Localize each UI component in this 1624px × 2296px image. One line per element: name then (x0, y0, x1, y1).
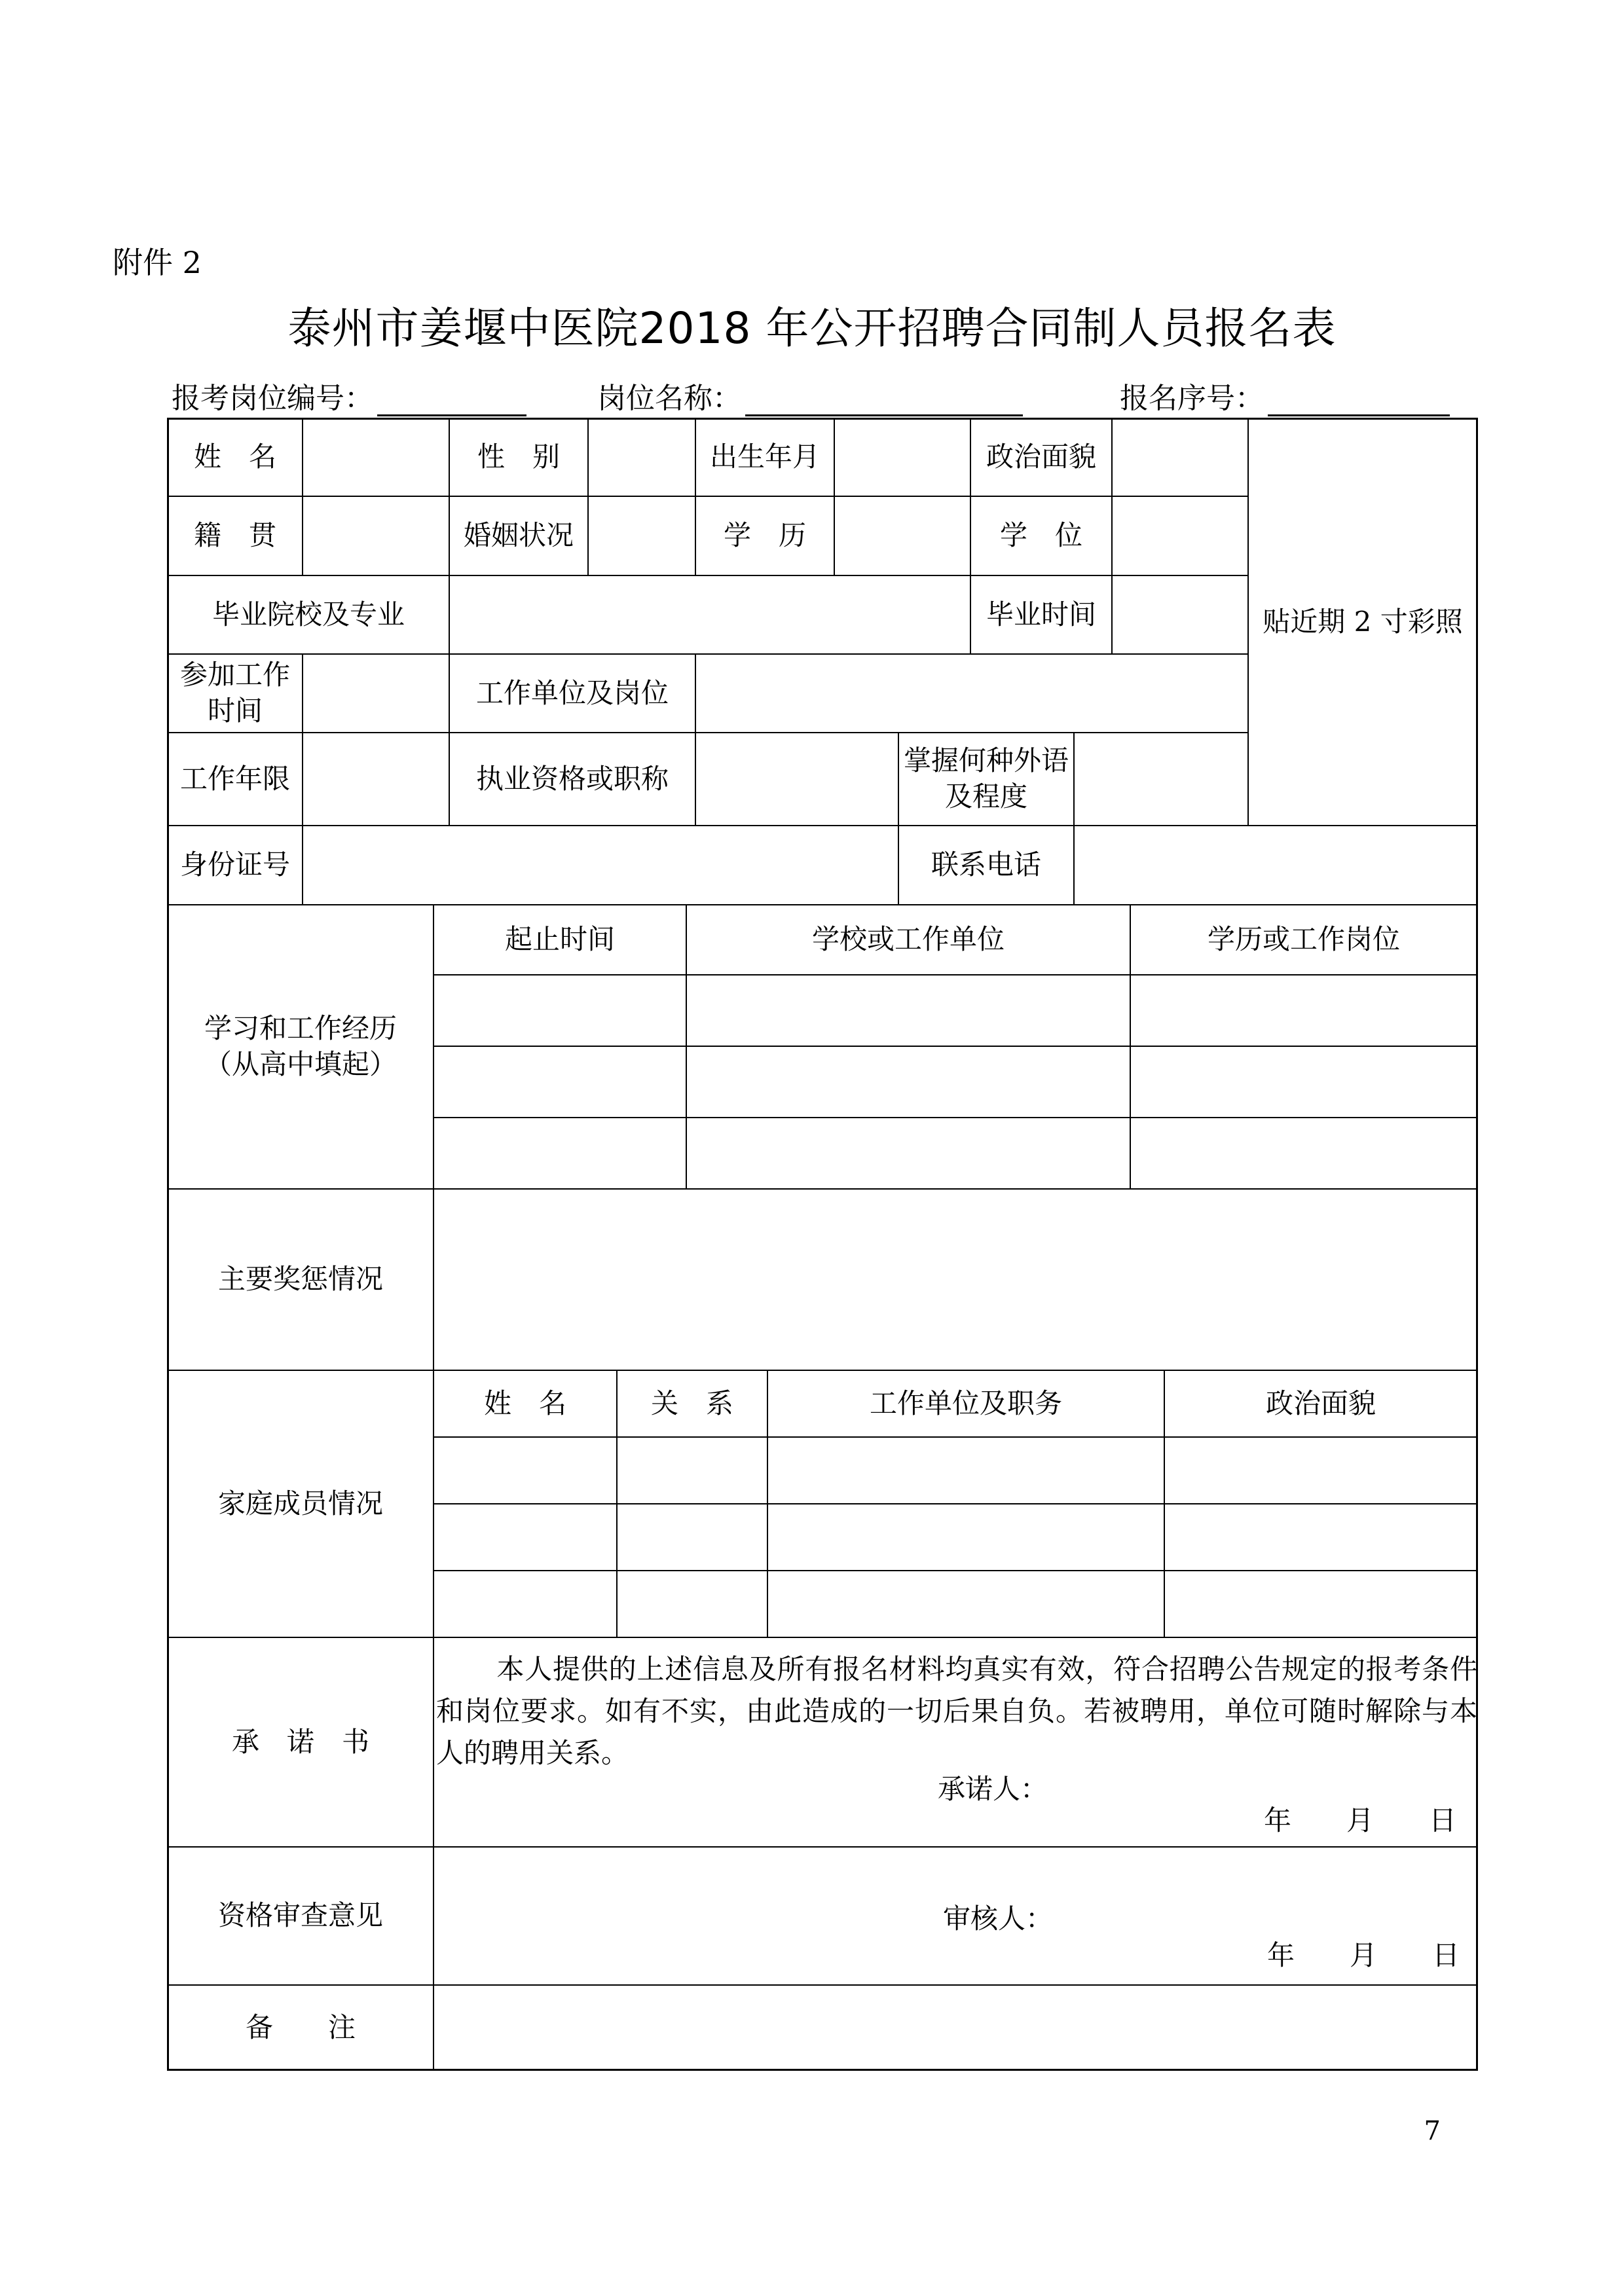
post-name-label: 岗位名称： (597, 382, 741, 415)
history-header-position: 学历或工作岗位 (1130, 904, 1478, 975)
post-code-label: 报考岗位编号： (172, 382, 373, 415)
post-code-field (172, 374, 526, 416)
qualification-label: 执业资格或职称 (449, 732, 696, 826)
history-label: 学习和工作经历 （从高中填起） (167, 904, 434, 1190)
gender-label: 性 别 (449, 418, 589, 497)
work-start-label: 参加工作 时间 (167, 653, 303, 733)
pledge-date: 年 月 日 (1264, 1804, 1457, 1836)
family-row-2-relation[interactable] (616, 1503, 768, 1571)
pledge-statement (436, 1649, 1477, 1774)
pledge-text: 本人提供的上述信息及所有报名材料均真实有效，符合招聘公告规定的报考条件和岗位要求。如有不实，由此造成的一切后果自负。若被聘用，单位可随时解除与本人的聘用关系。 (436, 1653, 1477, 1769)
remarks-input[interactable] (433, 1984, 1478, 2071)
family-row-2-name[interactable] (433, 1503, 618, 1571)
family-row-2-unit[interactable] (767, 1503, 1165, 1571)
birth-label: 出生年月 (695, 418, 835, 497)
history-row-3-position[interactable] (1130, 1117, 1478, 1190)
family-row-3-unit[interactable] (767, 1570, 1165, 1638)
review-label: 资格审查意见 (167, 1846, 434, 1986)
review-date: 年 月 日 (1267, 1939, 1460, 1971)
post-code-blank[interactable] (377, 386, 526, 416)
family-row-1-name[interactable] (433, 1436, 618, 1504)
family-header-political: 政治面貌 (1164, 1370, 1478, 1438)
seq-blank[interactable] (1268, 386, 1450, 416)
language-input[interactable] (1073, 732, 1249, 826)
attachment-label: 附件 2 (113, 245, 202, 280)
education-input[interactable] (834, 496, 971, 576)
id-number-label: 身份证号 (167, 825, 303, 905)
work-years-input[interactable] (302, 732, 450, 826)
name-label: 姓 名 (167, 418, 303, 497)
work-unit-post-input[interactable] (695, 653, 1249, 733)
qualification-input[interactable] (695, 732, 899, 826)
awards-input[interactable] (433, 1188, 1478, 1371)
marital-input[interactable] (587, 496, 696, 576)
gender-input[interactable] (587, 418, 696, 497)
history-row-1-school[interactable] (686, 974, 1131, 1047)
page-number: 7 (1424, 2116, 1441, 2146)
family-row-1-relation[interactable] (616, 1436, 768, 1504)
post-name-field (597, 374, 1023, 416)
history-row-3-period[interactable] (433, 1117, 687, 1190)
degree-input[interactable] (1111, 496, 1249, 576)
awards-label: 主要奖惩情况 (167, 1188, 434, 1371)
grad-time-label: 毕业时间 (970, 575, 1113, 655)
seq-field (1120, 374, 1450, 416)
history-row-1-position[interactable] (1130, 974, 1478, 1047)
work-years-label: 工作年限 (167, 732, 303, 826)
political-label: 政治面貌 (970, 418, 1113, 497)
family-header-name: 姓 名 (433, 1370, 618, 1438)
family-row-3-relation[interactable] (616, 1570, 768, 1638)
school-major-input[interactable] (449, 575, 971, 655)
phone-input[interactable] (1073, 825, 1478, 905)
photo-box[interactable]: 贴近期 2 寸彩照 (1247, 418, 1478, 826)
marital-label: 婚姻状况 (449, 496, 589, 576)
family-label: 家庭成员情况 (167, 1370, 434, 1638)
history-row-3-school[interactable] (686, 1117, 1131, 1190)
family-row-3-political[interactable] (1164, 1570, 1478, 1638)
grad-time-input[interactable] (1111, 575, 1249, 655)
language-label: 掌握何种外语 及程度 (898, 732, 1075, 826)
name-input[interactable] (302, 418, 450, 497)
family-row-1-political[interactable] (1164, 1436, 1478, 1504)
political-input[interactable] (1111, 418, 1249, 497)
history-row-1-period[interactable] (433, 974, 687, 1047)
work-unit-post-label: 工作单位及岗位 (449, 653, 696, 733)
work-start-input[interactable] (302, 653, 450, 733)
education-label: 学 历 (695, 496, 835, 576)
page-title: 泰州市姜堰中医院2018 年公开招聘合同制人员报名表 (287, 303, 1337, 354)
family-row-2-political[interactable] (1164, 1503, 1478, 1571)
history-row-2-position[interactable] (1130, 1046, 1478, 1118)
id-number-input[interactable] (302, 825, 899, 905)
native-input[interactable] (302, 496, 450, 576)
birth-input[interactable] (834, 418, 971, 497)
reviewer-label: 审核人： (943, 1903, 1054, 1935)
family-header-unit: 工作单位及职务 (767, 1370, 1165, 1438)
phone-label: 联系电话 (898, 825, 1075, 905)
family-row-3-name[interactable] (433, 1570, 618, 1638)
remarks-label: 备 注 (167, 1984, 434, 2071)
family-header-relation: 关 系 (616, 1370, 768, 1438)
history-header-period: 起止时间 (433, 904, 687, 975)
degree-label: 学 位 (970, 496, 1113, 576)
history-row-2-school[interactable] (686, 1046, 1131, 1118)
school-major-label: 毕业院校及专业 (167, 575, 450, 655)
history-header-school: 学校或工作单位 (686, 904, 1131, 975)
history-row-2-period[interactable] (433, 1046, 687, 1118)
pledge-signer-label: 承诺人： (938, 1773, 1048, 1805)
post-name-blank[interactable] (745, 386, 1023, 416)
seq-label: 报名序号： (1120, 382, 1264, 415)
family-row-1-unit[interactable] (767, 1436, 1165, 1504)
native-label: 籍 贯 (167, 496, 303, 576)
pledge-label: 承 诺 书 (167, 1637, 434, 1848)
